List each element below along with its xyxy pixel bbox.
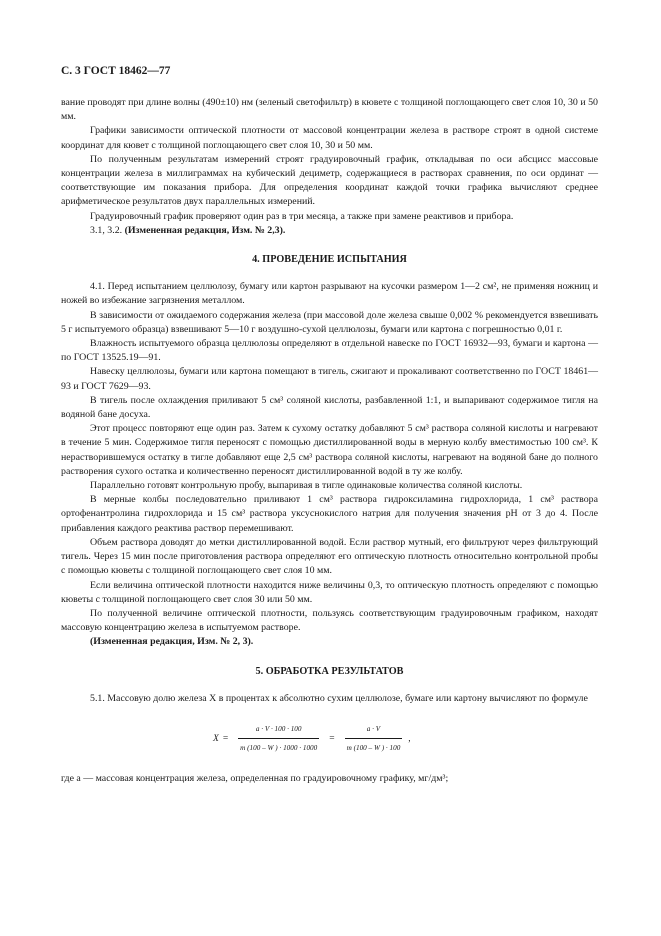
page-header: С. 3 ГОСТ 18462—77 [61, 65, 171, 77]
fraction-denominator: m (100 – W ) · 1000 · 1000 [238, 738, 319, 755]
fraction-numerator: a · V [366, 725, 381, 734]
paragraph: Градуировочный график проверяют один раз в три месяца, а также при замене реактивов и прибора. [90, 210, 514, 222]
paragraph: По полученным результатам измерений строят градуировочный график, откладывая по оси абсцисс массовые концентрации железа в миллиграммах на кубический дециметр, содержащиеся в растворах сравнения, по оси ординат — соответствующие им показания прибора. Для определения координат каждой точки графика вычисляют среднее арифметическое результатов двух параллельных измерений. [61, 153, 598, 208]
section-4-heading: 4. ПРОВЕДЕНИЕ ИСПЫТАНИЯ [252, 254, 407, 266]
formula-legend: где a — массовая концентрация железа, определенная по градуировочному графику, мг/дм³; [61, 772, 449, 784]
formula-fraction-1 [238, 722, 319, 755]
formula-equals: = [329, 733, 335, 744]
formula-tail: , [408, 733, 411, 744]
formula-fraction-2 [345, 722, 403, 755]
paragraph: Объем раствора доводят до метки дистиллированной водой. Если раствор мутный, его фильтруют через фильтрующий тигель. Через 15 мин после приготовления раствора определяют его оптическую плотность относительно контрольной пробы с помощью кюветы с толщиной поглощающего свет слоя 10 мм. [61, 536, 598, 577]
paragraph: Этот процесс повторяют еще один раз. Затем к сухому остатку добавляют 5 см³ раствора соляной кислоты и нагревают в течение 5 мин. Содержимое тигля переносят с помощью дистиллированной воды в мерную колбу вместимостью 100 см³. К нерастворившемуся остатку в тигле добавляют еще 2,5 см³ раствора соляной кислоты, нагревают на водяной бане до полного растворения сухого остатка и количественно переносят дистиллированной водой в ту же колбу. [61, 423, 598, 477]
formula [61, 720, 598, 758]
edit-note [61, 224, 598, 238]
formula-lhs: X [213, 733, 219, 744]
fraction-denominator: m (100 – W ) · 100 [345, 738, 403, 755]
paragraph: Параллельно готовят контрольную пробу, выпаривая в тигле одинаковые количества соляной кислоты. [90, 480, 523, 492]
edit-note-prefix: 3.1, 3.2. [90, 224, 125, 236]
fraction-numerator: a · V · 100 · 100 [255, 725, 302, 734]
paragraph: В зависимости от ожидаемого содержания железа (при массовой доле железа свыше 0,002 % рекомендуется взвешивать 5 г испытуемого образца) взвешивают 5—10 г воздушно-сухой целлюлозы, бумаги или картона с погрешностью 0,01 г. [61, 309, 598, 335]
edit-note: (Измененная редакция, Изм. № 2, 3). [90, 636, 254, 648]
formula-equals: = [222, 733, 229, 744]
document-body [61, 96, 598, 786]
paragraph: вание проводят при длине волны (490±10) нм (зеленый светофильтр) в кювете с толщиной поглощающего свет слоя 10, 30 и 50 мм. [61, 97, 598, 123]
paragraph: Навеску целлюлозы, бумаги или картона помещают в тигель, сжигают и прокаливают соответственно по ГОСТ 18461—93 и ГОСТ 7629—93. [61, 366, 598, 392]
section-5-heading: 5. ОБРАБОТКА РЕЗУЛЬТАТОВ [255, 665, 404, 677]
paragraph: 4.1. Перед испытанием целлюлозу, бумагу или картон разрывают на кусочки размером 1—2 см², не применяя ножниц и ножей во избежание загрязнения металлом. [61, 281, 598, 307]
paragraph: 5.1. Массовую долю железа X в процентах к абсолютно сухим целлюлозе, бумаге или картону вычисляют по формуле [90, 692, 588, 704]
paragraph: Если величина оптической плотности находится ниже величины 0,3, то оптическую плотность определяют с помощью кюветы с толщиной поглощающего свет слоя 30 или 50 мм. [61, 579, 598, 605]
paragraph: По полученной величине оптической плотности, пользуясь соответствующим градуировочным графиком, находят массовую концентрацию железа в испытуемом растворе. [61, 607, 598, 634]
paragraph: В тигель после охлаждения приливают 5 см³ соляной кислоты, разбавленной 1:1, и выпаривают содержимое тигля на водяной бане досуха. [61, 394, 598, 421]
paragraph: В мерные колбы последовательно приливают 1 см³ раствора гидроксиламина гидрохлорида, 1 см³ раствора ортофенантролина гидрохлорида и 15 см³ раствора уксуснокислого натрия для получения значения рН от 3 до 4. После прибавления каждого реактива раствор перемешивают. [61, 494, 598, 534]
edit-note-text: (Измененная редакция, Изм. № 2,3). [124, 224, 286, 236]
paragraph: Графики зависимости оптической плотности от массовой концентрации железа в растворе строят в одной системе координат для кювет с толщиной поглощающего свет слоя 10, 30 и 50 мм. [61, 125, 598, 151]
paragraph: Влажность испытуемого образца целлюлозы определяют в отдельной навеске по ГОСТ 16932—93, бумаги и картона — по ГОСТ 13525.19—91. [61, 338, 598, 364]
formula-expression [213, 720, 411, 758]
